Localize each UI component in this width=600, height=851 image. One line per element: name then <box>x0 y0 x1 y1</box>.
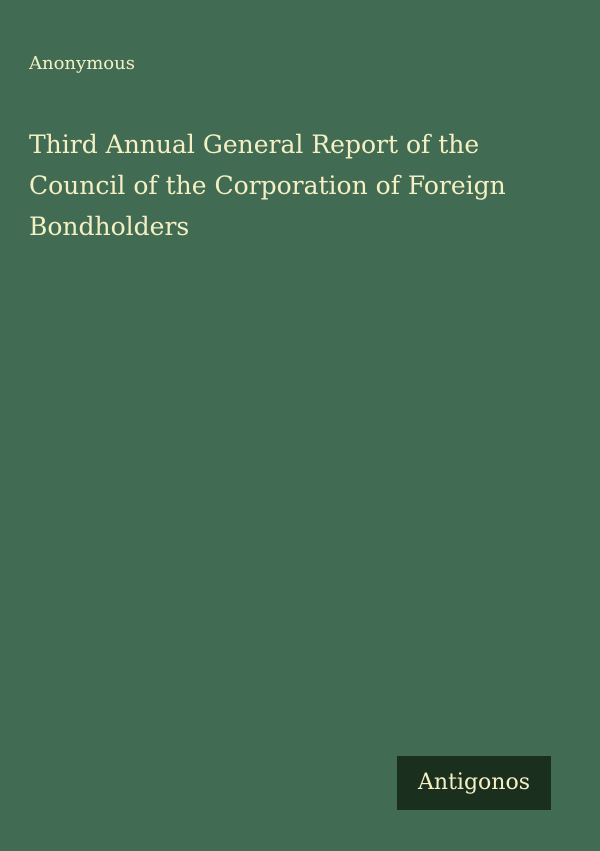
book-title: Third Annual General Report of the Council of the Corporation of Foreign Bondholders <box>29 130 506 241</box>
publisher-badge <box>397 756 551 810</box>
author-name: Anonymous <box>29 53 135 74</box>
publisher-name: Antigonos <box>418 770 530 795</box>
